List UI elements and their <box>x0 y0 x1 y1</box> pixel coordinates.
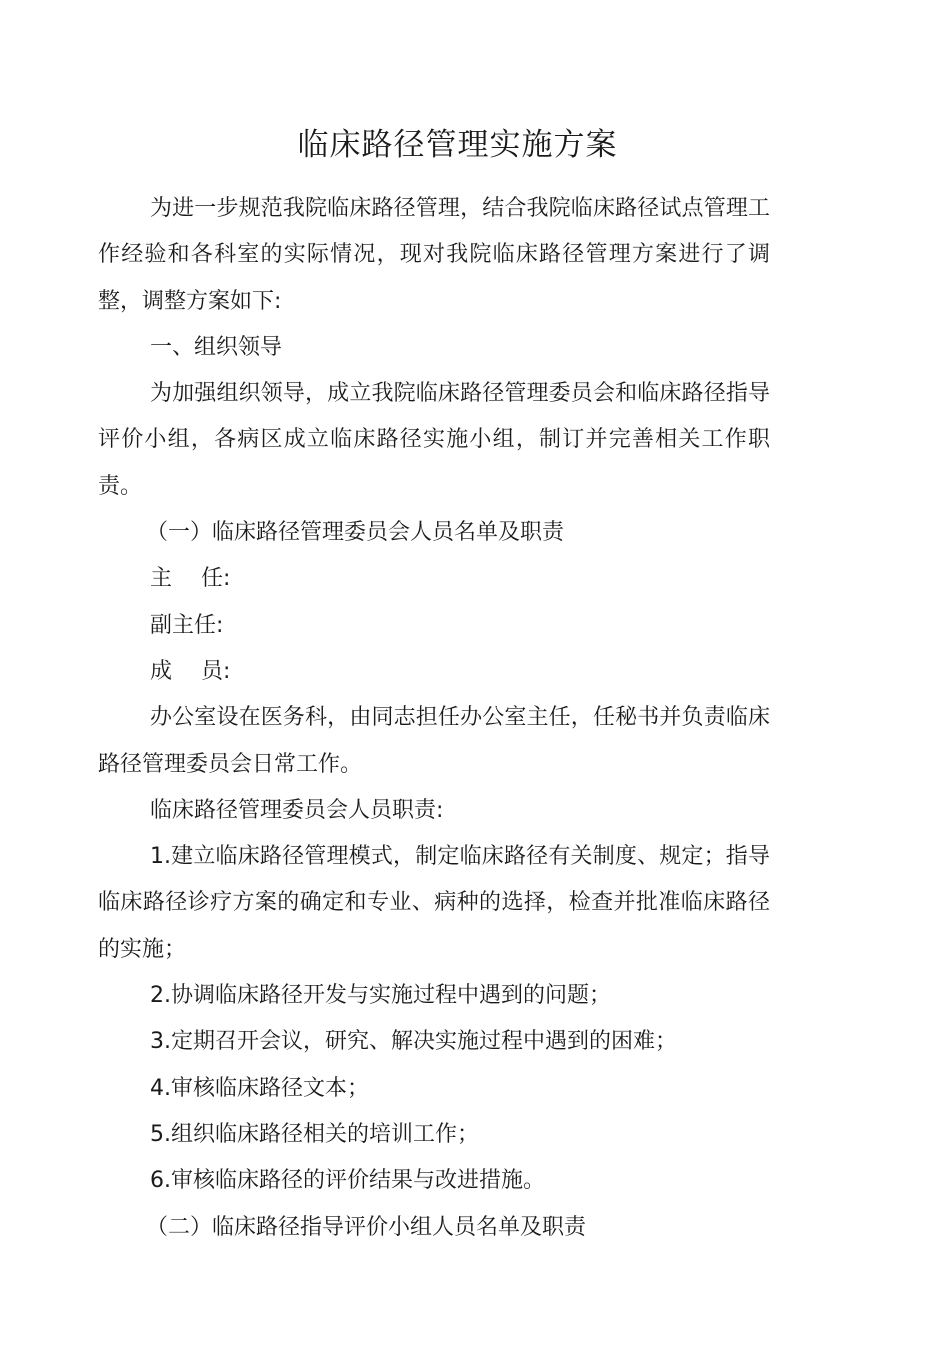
office-paragraph: 办公室设在医务科，由同志担任办公室主任，任秘书并负责临床路径管理委员会日常工作。 <box>98 705 770 777</box>
committee-duties-heading: 临床路径管理委员会人员职责: <box>150 797 444 823</box>
duty-item-6: 6.审核临床路径的评价结果与改进措施。 <box>150 1168 545 1194</box>
duty-item-5: 5.组织临床路径相关的培训工作； <box>150 1121 479 1147</box>
document-body <box>98 186 770 1251</box>
section-heading-organization: 一、组织领导 <box>150 334 283 360</box>
deputy-director-line: 副主任: <box>150 612 224 638</box>
subsection-heading-committee: （一）临床路径管理委员会人员名单及职责 <box>146 520 565 546</box>
director-line: 主 任: <box>150 566 231 592</box>
organization-paragraph: 为加强组织领导，成立我院临床路径管理委员会和临床路径指导评价小组，各病区成立临床路径实施小组，制订并完善相关工作职责。 <box>98 381 770 499</box>
duty-item-1: 1.建立临床路径管理模式，制定临床路径有关制度、规定；指导临床路径诊疗方案的确定和专业、病种的选择，检查并批准临床路径的实施； <box>98 844 770 962</box>
intro-paragraph: 为进一步规范我院临床路径管理，结合我院临床路径试点管理工作经验和各科室的实际情况，现对我院临床路径管理方案进行了调整，调整方案如下: <box>98 196 770 314</box>
subsection-heading-evaluation-group: （二）临床路径指导评价小组人员名单及职责 <box>146 1214 587 1240</box>
document-title: 临床路径管理实施方案 <box>297 127 618 163</box>
duty-item-2: 2.协调临床路径开发与实施过程中遇到的问题； <box>150 983 611 1009</box>
members-line: 成 员: <box>150 658 231 684</box>
duty-item-4: 4.审核临床路径文本； <box>150 1075 369 1101</box>
duty-item-3: 3.定期召开会议，研究、解决实施过程中遇到的困难； <box>150 1029 677 1055</box>
